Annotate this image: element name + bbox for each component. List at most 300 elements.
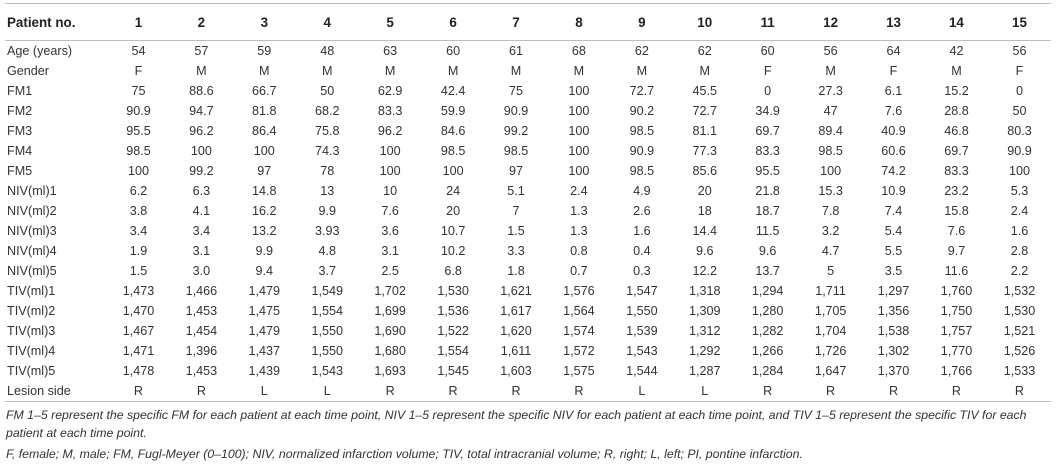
table-cell: 60 [760, 44, 775, 58]
table-cell: 74.3 [314, 144, 340, 158]
table-cell: 1,294 [751, 284, 784, 298]
table-cell: 1,302 [877, 344, 910, 358]
table-cell: 1,536 [437, 304, 469, 318]
table-cell: 83.3 [944, 164, 969, 178]
table-cell: M [825, 64, 836, 78]
table-cell: 1,543 [626, 344, 658, 358]
table-cell: 96.2 [189, 124, 214, 138]
table-cell: 3.5 [884, 264, 903, 278]
table-cell: 69.7 [944, 144, 969, 158]
table-row [5, 61, 1051, 81]
table-cell: 7.6 [884, 104, 903, 118]
row-label: TIV(ml)1 [7, 284, 56, 298]
table-cell: 62 [697, 44, 712, 58]
table-cell: 1,437 [248, 344, 281, 358]
table-cell: 98.5 [126, 144, 151, 158]
table-cell: 42.4 [440, 84, 466, 98]
header-patient-2: 2 [170, 4, 233, 41]
table-cell: 1,550 [311, 344, 343, 358]
table-cell: 14.4 [692, 224, 718, 238]
table-cell: 100 [379, 144, 401, 158]
table-cell: 3.4 [192, 224, 211, 238]
table-cell: 10 [383, 184, 398, 198]
table-cell: 96.2 [377, 124, 403, 138]
table-row [5, 41, 1051, 62]
table-cell: 68 [571, 44, 586, 58]
header-patient-5: 5 [359, 4, 422, 41]
table-cell: 42 [949, 44, 964, 58]
table-cell: 1,297 [877, 284, 910, 298]
table-cell: 3.6 [381, 224, 399, 238]
table-cell: 2.8 [1010, 244, 1029, 258]
table-row [5, 101, 1051, 121]
table-cell: 1,539 [626, 324, 658, 338]
table-cell: 1.6 [1010, 224, 1029, 238]
table-cell: M [699, 64, 710, 78]
table-cell: 83.3 [755, 144, 780, 158]
table-cell: M [447, 64, 459, 78]
table-cell: 7.6 [947, 224, 966, 238]
table-cell: 0.8 [570, 244, 588, 258]
row-label: NIV(ml)4 [7, 244, 57, 258]
table-cell: R [736, 381, 799, 402]
table-cell: 1,550 [311, 324, 343, 338]
table-cell: 1,705 [814, 304, 847, 318]
table-cell: 9.9 [255, 244, 274, 258]
table-cell: 90.9 [126, 104, 151, 118]
table-cell: 100 [253, 144, 275, 158]
table-cell: 14.8 [252, 184, 277, 198]
header-patient-15: 15 [988, 4, 1051, 41]
table-cell: 1,549 [311, 284, 343, 298]
table-cell: 1,479 [248, 324, 281, 338]
table-row [5, 381, 1051, 402]
table-cell: 75.8 [314, 124, 340, 138]
table-cell: 78 [320, 164, 335, 178]
table-cell: 1,576 [563, 284, 595, 298]
row-label: Age (years) [7, 44, 73, 58]
table-cell: 12.2 [692, 264, 718, 278]
table-cell: 48 [320, 44, 335, 58]
table-cell: 15.8 [944, 204, 969, 218]
table-cell: 1,396 [185, 344, 218, 358]
table-cell: 5.5 [884, 244, 903, 258]
table-cell: 13.2 [252, 224, 277, 238]
table-cell: 18.7 [755, 204, 780, 218]
table-cell: 3.0 [192, 264, 211, 278]
table-cell: R [422, 381, 485, 402]
table-cell: 100 [568, 104, 590, 118]
table-cell: R [925, 381, 988, 402]
table-cell: 50 [320, 84, 335, 98]
table-cell: 15.3 [818, 184, 843, 198]
table-cell: R [799, 381, 862, 402]
table-cell: 100 [442, 164, 464, 178]
table-cell: 1.5 [129, 264, 148, 278]
table-cell: 62 [634, 44, 649, 58]
table-cell: 1,522 [437, 324, 469, 338]
table-row [5, 301, 1051, 321]
table-cell: 95.5 [755, 164, 780, 178]
table-cell: 20 [446, 204, 461, 218]
table-cell: M [510, 64, 522, 78]
table-cell: L [673, 381, 736, 402]
table-cell: 1,680 [374, 344, 406, 358]
table-cell: 64 [886, 44, 901, 58]
table-cell: 1,554 [437, 344, 469, 358]
table-cell: 3.3 [507, 244, 525, 258]
table-cell: 24 [446, 184, 461, 198]
table-row [5, 281, 1051, 301]
table-cell: 1,564 [563, 304, 595, 318]
table-cell: 3.7 [318, 264, 336, 278]
table-cell: 1,475 [248, 304, 281, 318]
header-patient-4: 4 [296, 4, 359, 41]
table-cell: M [951, 64, 962, 78]
table-cell: 1,282 [751, 324, 784, 338]
table-cell: 98.5 [629, 124, 655, 138]
table-cell: 97 [508, 164, 523, 178]
table-cell: 66.7 [252, 84, 277, 98]
table-row [5, 121, 1051, 141]
table-cell: 1,603 [500, 364, 532, 378]
table-cell: 3.4 [129, 224, 148, 238]
table-cell: 27.3 [818, 84, 843, 98]
table-cell: R [485, 381, 548, 402]
table-cell: 100 [127, 164, 149, 178]
table-cell: 1,521 [1003, 324, 1036, 338]
table-cell: 57 [194, 44, 209, 58]
table-cell: 1,479 [248, 284, 281, 298]
table-cell: 100 [820, 164, 842, 178]
table-row [5, 261, 1051, 281]
table-cell: 7.4 [884, 204, 903, 218]
table-cell: F [763, 64, 772, 78]
table-cell: 98.5 [440, 144, 466, 158]
table-cell: 75 [131, 84, 146, 98]
table-cell: 1,356 [877, 304, 910, 318]
table-cell: 1,284 [751, 364, 784, 378]
table-cell: 86.4 [252, 124, 277, 138]
table-cell: 1,547 [626, 284, 658, 298]
table-cell: 45.5 [692, 84, 718, 98]
table-cell: 6.2 [129, 184, 148, 198]
table-cell: 0 [1015, 84, 1023, 98]
table-cell: 9.4 [255, 264, 274, 278]
table-cell: L [610, 381, 673, 402]
table-footnotes [6, 406, 1046, 463]
table-row [5, 321, 1051, 341]
table-cell: 94.7 [189, 104, 214, 118]
table-cell: 98.5 [629, 164, 655, 178]
table-cell: 1,287 [689, 364, 721, 378]
table-cell: 1,292 [689, 344, 721, 358]
table-cell: 1,309 [689, 304, 721, 318]
table-cell: 28.8 [944, 104, 969, 118]
table-cell: 11.6 [944, 264, 969, 278]
row-label: FM5 [7, 164, 33, 178]
table-cell: 1,620 [500, 324, 532, 338]
table-cell: 9.9 [318, 204, 336, 218]
table-cell: 88.6 [189, 84, 214, 98]
table-cell: 1,690 [374, 324, 406, 338]
table-cell: 2.5 [381, 264, 399, 278]
table-row [5, 341, 1051, 361]
table-cell: R [547, 381, 610, 402]
table-cell: 75 [508, 84, 523, 98]
table-cell: 2.4 [570, 184, 588, 198]
header-patient-11: 11 [736, 4, 799, 41]
table-cell: 5.4 [884, 224, 903, 238]
table-cell: M [259, 64, 270, 78]
table-row [5, 221, 1051, 241]
table-cell: 90.9 [629, 144, 655, 158]
header-patient-9: 9 [610, 4, 673, 41]
table-cell: 1,530 [437, 284, 469, 298]
header-patient-1: 1 [107, 4, 170, 41]
row-label: NIV(ml)5 [7, 264, 57, 278]
table-cell: 50 [1012, 104, 1027, 118]
table-cell: 1.6 [633, 224, 651, 238]
header-patient-3: 3 [233, 4, 296, 41]
table-cell: 1.3 [570, 204, 588, 218]
table-row [5, 361, 1051, 381]
table-cell: 34.9 [755, 104, 780, 118]
header-patient-no: Patient no. [5, 4, 107, 41]
table-cell: 1,770 [940, 344, 973, 358]
table-cell: 59 [257, 44, 272, 58]
table-body [5, 41, 1051, 402]
table-cell: 1,370 [877, 364, 910, 378]
table-cell: 1,617 [500, 304, 532, 318]
table-cell: 7.8 [821, 204, 840, 218]
table-cell: 9.6 [758, 244, 777, 258]
table-cell: 3.1 [192, 244, 211, 258]
table-cell: R [862, 381, 925, 402]
table-cell: 1,454 [185, 324, 218, 338]
table-cell: 63 [383, 44, 398, 58]
table-cell: 59.9 [440, 104, 466, 118]
table-row [5, 181, 1051, 201]
table-cell: 54 [131, 44, 146, 58]
table-cell: 3.93 [314, 224, 340, 238]
header-patient-7: 7 [485, 4, 548, 41]
table-cell: 1,526 [1003, 344, 1036, 358]
table-cell: M [321, 64, 333, 78]
table-cell: 1,704 [814, 324, 847, 338]
table-cell: 10.2 [440, 244, 466, 258]
table-cell: 21.8 [755, 184, 780, 198]
table-row [5, 141, 1051, 161]
table-cell: 1,647 [814, 364, 847, 378]
table-cell: 0 [764, 84, 772, 98]
footnote-abbreviations: F, female; M, male; FM, Fugl-Meyer (0–100); NIV, normalized infarction volume; TIV, total intracranial volume; R, right; L, left; PI, pontine infarction. [6, 447, 803, 461]
table-cell: 1,266 [751, 344, 784, 358]
table-cell: 1,467 [122, 324, 155, 338]
table-cell: 9.6 [696, 244, 714, 258]
table-cell: 1,439 [248, 364, 281, 378]
table-row [5, 81, 1051, 101]
table-cell: 1,766 [940, 364, 973, 378]
table-cell: F [1015, 64, 1024, 78]
table-cell: 61 [508, 44, 523, 58]
table-cell: 100 [1008, 164, 1030, 178]
row-label: TIV(ml)5 [7, 364, 56, 378]
table-cell: 1,554 [311, 304, 343, 318]
table-cell: 68.2 [314, 104, 340, 118]
table-cell: 1,533 [1003, 364, 1036, 378]
table-cell: 1,312 [689, 324, 721, 338]
table-cell: 1,726 [814, 344, 847, 358]
table-cell: 6.1 [884, 84, 903, 98]
row-label: TIV(ml)2 [7, 304, 56, 318]
table-cell: 1,478 [122, 364, 155, 378]
table-cell: 1,611 [500, 344, 532, 358]
table-cell: 81.8 [252, 104, 277, 118]
header-patient-13: 13 [862, 4, 925, 41]
table-cell: 81.1 [692, 124, 718, 138]
table-cell: 99.2 [189, 164, 214, 178]
table-cell: R [988, 381, 1051, 402]
header-patient-10: 10 [673, 4, 736, 41]
table-cell: 84.6 [440, 124, 466, 138]
row-label: FM2 [7, 104, 33, 118]
table-cell: 5.1 [507, 184, 525, 198]
table-cell: 13.7 [755, 264, 780, 278]
table-cell: 90.9 [1007, 144, 1032, 158]
table-cell: 1,702 [374, 284, 406, 298]
table-cell: 1,471 [122, 344, 155, 358]
table-cell: 7.6 [381, 204, 399, 218]
table-cell: 80.3 [1007, 124, 1032, 138]
table-row [5, 201, 1051, 221]
table-cell: 1,693 [374, 364, 406, 378]
header-patient-6: 6 [422, 4, 485, 41]
table-cell: 40.9 [881, 124, 906, 138]
row-label: Lesion side [5, 381, 107, 402]
row-label: NIV(ml)3 [7, 224, 57, 238]
table-cell: 1,532 [1003, 284, 1036, 298]
table-cell: 60 [446, 44, 461, 58]
table-row [5, 161, 1051, 181]
table-cell: M [573, 64, 585, 78]
table-cell: 69.7 [755, 124, 780, 138]
row-label: Gender [7, 64, 50, 78]
footnote-abbreviation-timepoints: FM 1–5 represent the specific FM for each patient at each time point, NIV 1–5 represent the specific NIV for each patient at each time point, and TIV 1–5 represent the specific TIV for each patient at each time point. [6, 408, 1027, 440]
table-cell: L [296, 381, 359, 402]
table-cell: 77.3 [692, 144, 718, 158]
table-cell: 99.2 [503, 124, 529, 138]
table-cell: 100 [568, 84, 590, 98]
table-cell: 47 [823, 104, 838, 118]
row-label: TIV(ml)4 [7, 344, 56, 358]
table-cell: 100 [568, 124, 590, 138]
table-cell: 5 [827, 264, 835, 278]
table-cell: F [889, 64, 898, 78]
table-cell: 74.2 [881, 164, 906, 178]
table-cell: M [384, 64, 396, 78]
table-cell: 83.3 [377, 104, 403, 118]
table-cell: 10.9 [881, 184, 906, 198]
table-cell: 1,538 [877, 324, 910, 338]
row-label: NIV(ml)1 [7, 184, 57, 198]
table-cell: 1,550 [626, 304, 658, 318]
table-cell: 1,544 [626, 364, 658, 378]
table-cell: 4.8 [318, 244, 336, 258]
table-cell: M [636, 64, 648, 78]
table-cell: 2.6 [633, 204, 651, 218]
row-label: FM1 [7, 84, 33, 98]
table-cell: 85.6 [692, 164, 718, 178]
table-cell: 100 [568, 144, 590, 158]
table-header-row [5, 4, 1051, 41]
table-cell: L [233, 381, 296, 402]
table-cell: 23.2 [944, 184, 969, 198]
table-cell: 1,473 [122, 284, 155, 298]
table-cell: 56 [1012, 44, 1027, 58]
table-cell: 60.6 [881, 144, 906, 158]
table-cell: 1,543 [311, 364, 343, 378]
table-cell: 10.7 [440, 224, 466, 238]
table-cell: 9.7 [947, 244, 966, 258]
table-cell: 3.8 [129, 204, 148, 218]
table-cell: 1,466 [185, 284, 218, 298]
table-cell: 1,699 [374, 304, 406, 318]
table-cell: 11.5 [755, 224, 780, 238]
table-cell: R [170, 381, 233, 402]
table-cell: 0.7 [570, 264, 588, 278]
table-cell: 62.9 [377, 84, 403, 98]
table-cell: 1,545 [437, 364, 469, 378]
table-cell: 1,575 [563, 364, 595, 378]
table-cell: 4.1 [192, 204, 211, 218]
table-cell: 90.9 [503, 104, 529, 118]
table-cell: 46.8 [944, 124, 969, 138]
table-cell: 1,453 [185, 364, 218, 378]
table-cell: 100 [568, 164, 590, 178]
row-label: FM3 [7, 124, 33, 138]
table-cell: 95.5 [126, 124, 151, 138]
header-patient-12: 12 [799, 4, 862, 41]
row-label: TIV(ml)3 [7, 324, 56, 338]
table-cell: 1.9 [129, 244, 148, 258]
table-row [5, 241, 1051, 261]
table-cell: 6.8 [444, 264, 462, 278]
row-label: NIV(ml)2 [7, 204, 57, 218]
table-cell: 1,760 [940, 284, 973, 298]
table-cell: 18 [697, 204, 712, 218]
table-cell: 56 [823, 44, 838, 58]
table-cell: 1,757 [940, 324, 973, 338]
table-cell: 7 [512, 204, 520, 218]
table-cell: 3.2 [821, 224, 840, 238]
table-cell: 72.7 [692, 104, 718, 118]
table-cell: 15.2 [944, 84, 969, 98]
table-cell: 1,750 [940, 304, 973, 318]
table-cell: 1.3 [570, 224, 588, 238]
table-cell: 1,530 [1003, 304, 1036, 318]
table-cell: 5.3 [1010, 184, 1029, 198]
table-cell: 1,572 [563, 344, 595, 358]
table-cell: 100 [190, 144, 212, 158]
table-cell: 1,470 [122, 304, 155, 318]
table-cell: 16.2 [252, 204, 277, 218]
table-cell: 100 [379, 164, 401, 178]
table-cell: 1,621 [500, 284, 532, 298]
table-cell: 1.5 [507, 224, 525, 238]
table-cell: 1,574 [563, 324, 595, 338]
table-cell: 1,453 [185, 304, 218, 318]
